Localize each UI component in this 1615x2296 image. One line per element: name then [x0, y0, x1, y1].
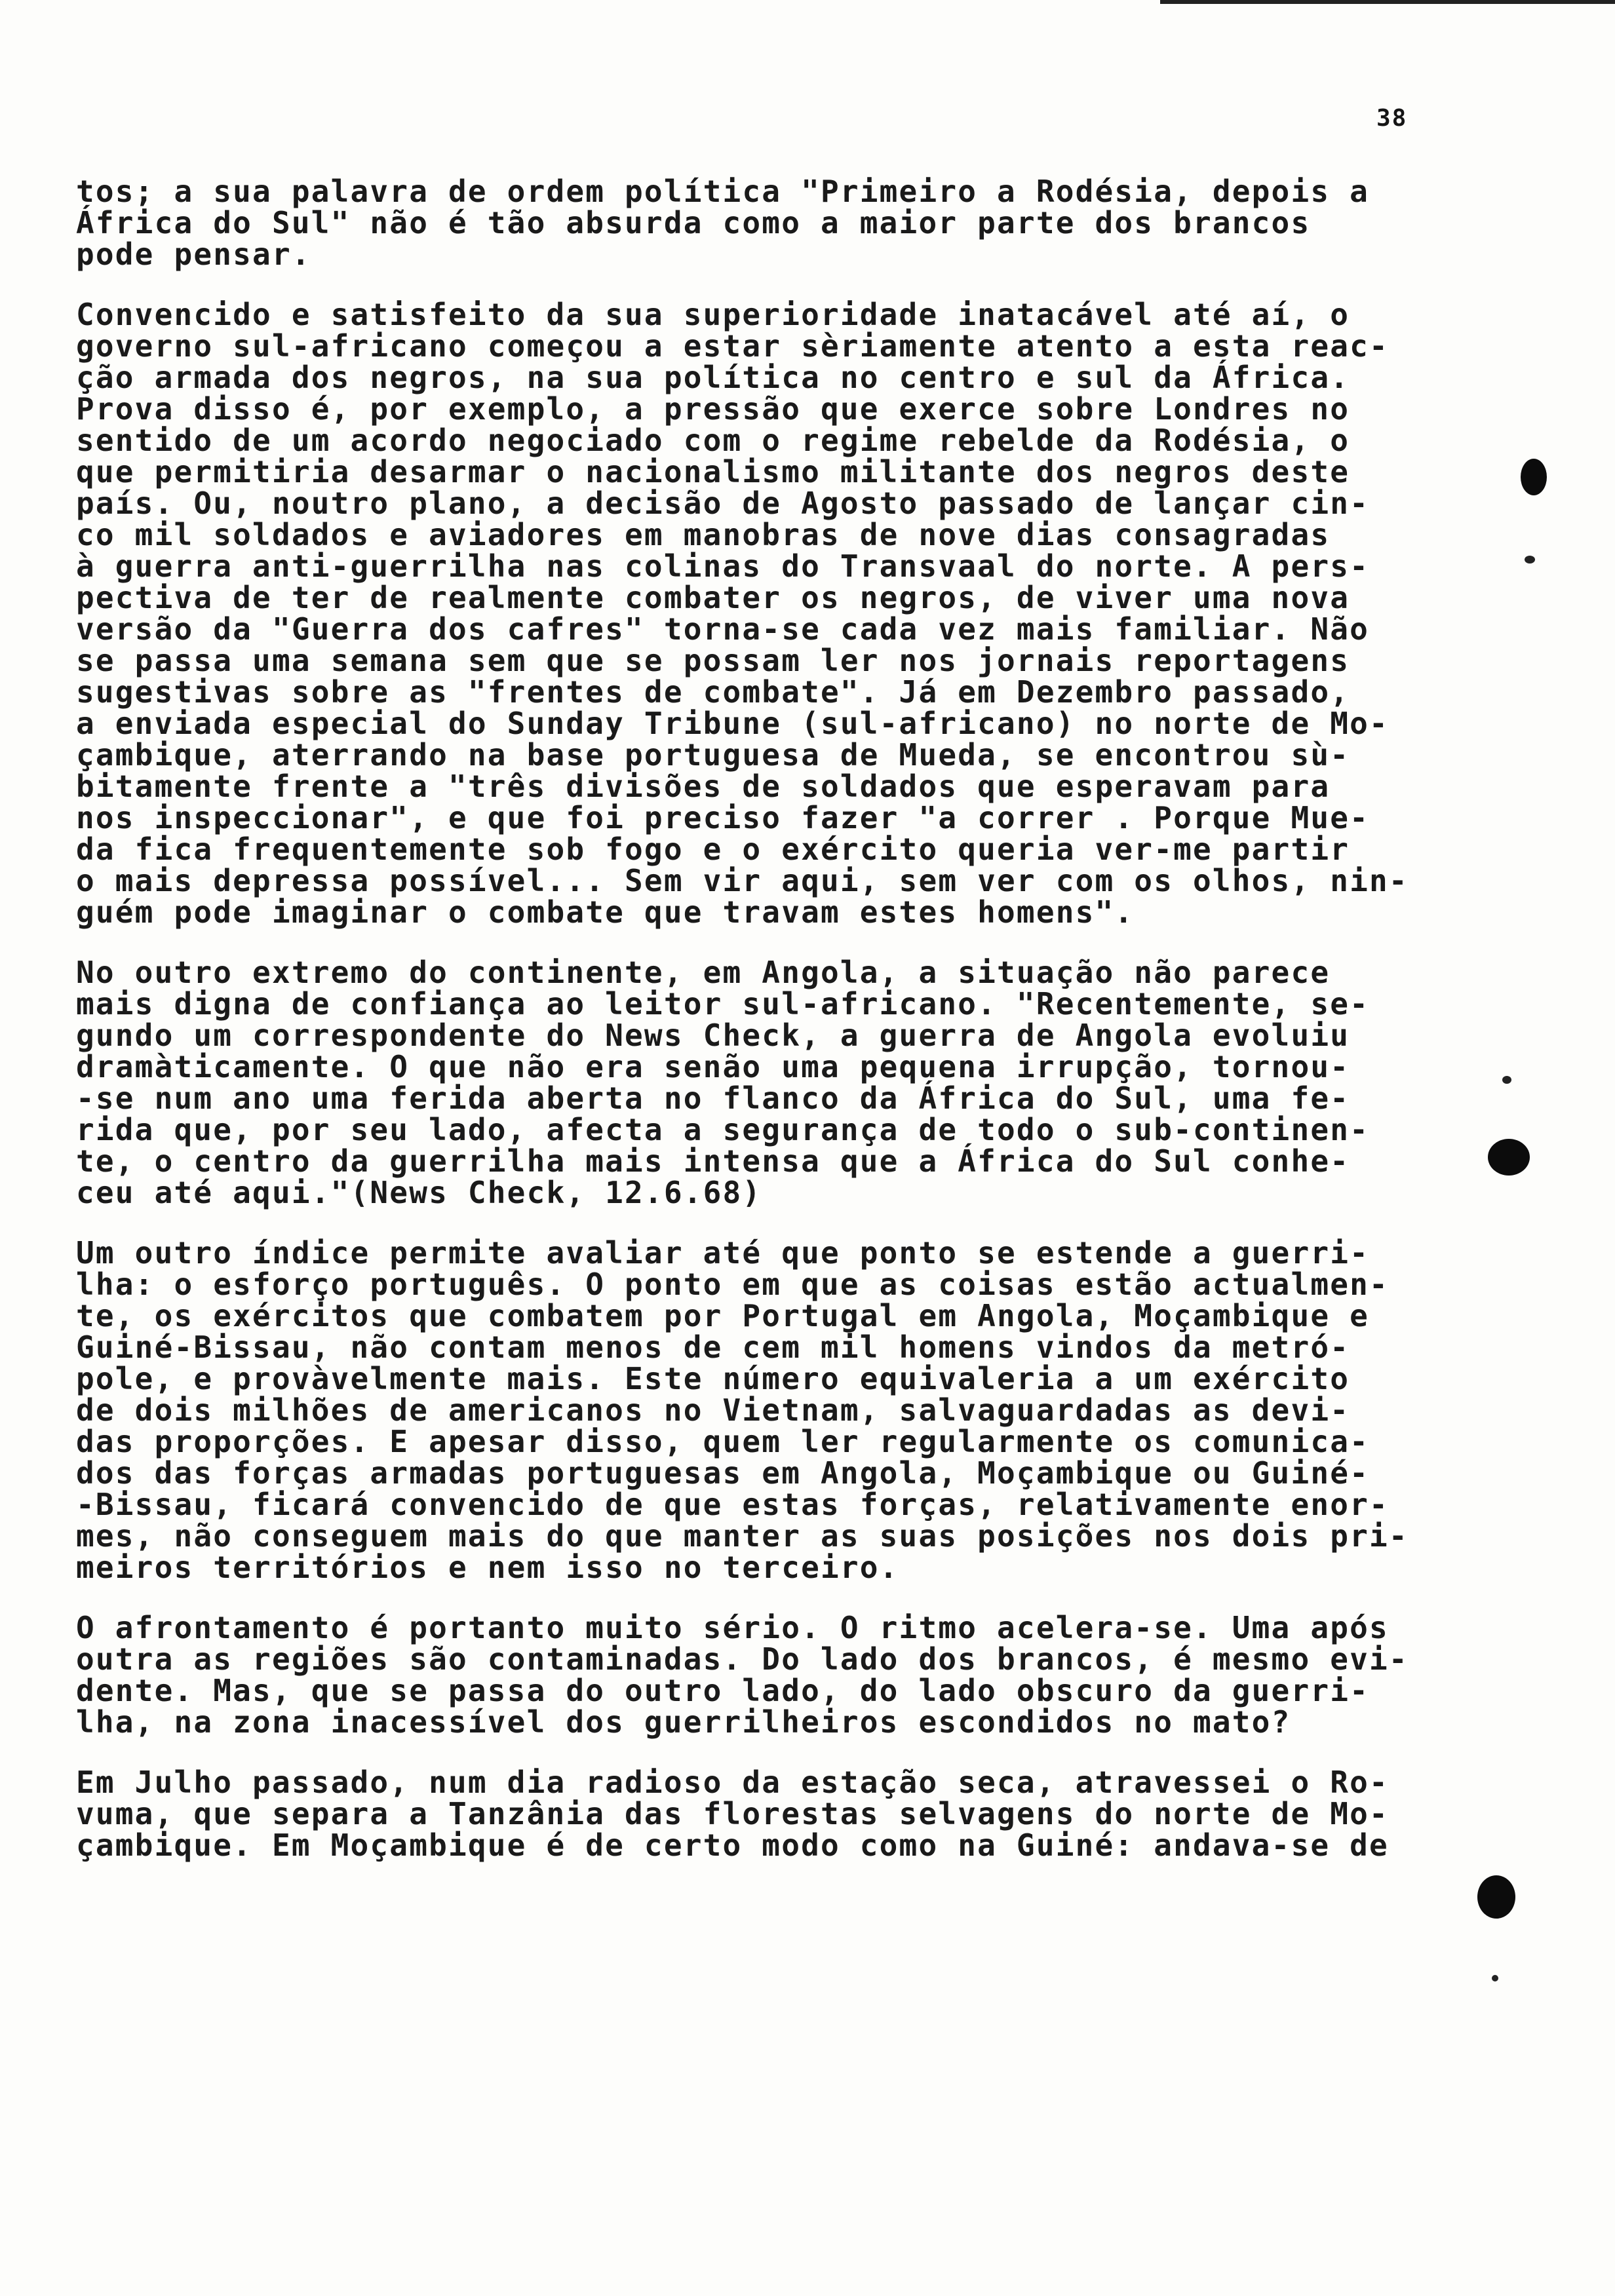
text-line: África do Sul" não é tão absurda como a maior parte dos brancos: [76, 205, 1311, 240]
paragraph-2: [76, 299, 1466, 928]
text-line: pectiva de ter de realmente combater os negros, de viver uma nova: [76, 580, 1350, 615]
text-line: dente. Mas, que se passa do outro lado, do lado obscuro da guerri-: [76, 1673, 1370, 1708]
text-line: Em Julho passado, num dia radioso da estação seca, atravessei o Ro-: [76, 1765, 1389, 1800]
text-line: çambique. Em Moçambique é de certo modo como na Guiné: andava-se de: [76, 1827, 1389, 1863]
text-line: nos inspeccionar", e que foi preciso fazer "a correr . Porque Mue-: [76, 800, 1370, 835]
text-line: versão da "Guerra dos cafres" torna-se cada vez mais familiar. Não: [76, 611, 1370, 647]
text-line: bitamente frente a "três divisões de soldados que esperavam para: [76, 769, 1331, 804]
text-line: Prova disso é, por exemplo, a pressão que exerce sobre Londres no: [76, 391, 1350, 427]
text-line: Um outro índice permite avaliar até que ponto se estende a guerri-: [76, 1235, 1370, 1271]
top-edge-rule: [1160, 0, 1615, 4]
text-line: te, o centro da guerrilha mais intensa que a África do Sul conhe-: [76, 1143, 1350, 1179]
text-line: O afrontamento é portanto muito sério. O ritmo acelera-se. Uma após: [76, 1610, 1389, 1645]
text-line: vuma, que separa a Tanzânia das florestas selvagens do norte de Mo-: [76, 1796, 1389, 1831]
text-line: das proporções. E apesar disso, quem ler regularmente os comunica-: [76, 1424, 1370, 1459]
paragraph-6: [76, 1767, 1466, 1861]
text-line: pole, e provàvelmente mais. Este número equivaleria a um exército: [76, 1361, 1350, 1396]
text-line: que permitiria desarmar o nacionalismo militante dos negros deste: [76, 454, 1350, 489]
text-line: te, os exércitos que combatem por Portugal em Angola, Moçambique e: [76, 1298, 1370, 1333]
text-line: guém pode imaginar o combate que travam estes homens".: [76, 894, 1135, 930]
text-line: da fica frequentemente sob fogo e o exército queria ver-me partir: [76, 832, 1350, 867]
body-text: [76, 176, 1466, 1890]
text-line: a enviada especial do Sunday Tribune (sul-africano) no norte de Mo-: [76, 706, 1389, 741]
text-line: mes, não conseguem mais do que manter as suas posições nos dois pri-: [76, 1518, 1409, 1554]
text-line: outra as regiões são contaminadas. Do lado dos brancos, é mesmo evi-: [76, 1641, 1409, 1677]
text-line: lha, na zona inacessível dos guerrilheiros escondidos no mato?: [76, 1704, 1291, 1740]
ink-speck: [1525, 556, 1535, 564]
text-line: de dois milhões de americanos no Vietnam, salvaguardadas as devi-: [76, 1392, 1350, 1428]
paragraph-5: [76, 1612, 1466, 1738]
text-line: -Bissau, ficará convencido de que estas forças, relativamente enor-: [76, 1487, 1389, 1522]
ink-blot: [1488, 1139, 1530, 1176]
text-line: ceu até aqui."(News Check, 12.6.68): [76, 1175, 762, 1210]
text-line: se passa uma semana sem que se possam ler nos jornais reportagens: [76, 643, 1350, 678]
text-line: çambique, aterrando na base portuguesa de Mueda, se encontrou sù-: [76, 737, 1350, 773]
paragraph-4: [76, 1237, 1466, 1583]
text-line: dramàticamente. O que não era senão uma pequena irrupção, tornou-: [76, 1049, 1350, 1084]
ink-blot: [1521, 459, 1547, 495]
text-line: ção armada dos negros, na sua política no centro e sul da África.: [76, 360, 1350, 395]
ink-blot: [1477, 1875, 1515, 1919]
paragraph-1: [76, 176, 1466, 270]
ink-speck: [1502, 1076, 1511, 1084]
paragraph-3: [76, 957, 1466, 1208]
text-line: Guiné-Bissau, não contam menos de cem mil homens vindos da metró-: [76, 1330, 1350, 1365]
text-line: à guerra anti-guerrilha nas colinas do Transvaal do norte. A pers-: [76, 548, 1370, 584]
text-line: lha: o esforço português. O ponto em que as coisas estão actualmen-: [76, 1267, 1389, 1302]
text-line: No outro extremo do continente, em Angola, a situação não parece: [76, 955, 1331, 990]
text-line: sentido de um acordo negociado com o regime rebelde da Rodésia, o: [76, 423, 1350, 458]
text-line: tos; a sua palavra de ordem política "Primeiro a Rodésia, depois a: [76, 174, 1370, 209]
text-line: rida que, por seu lado, afecta a segurança de todo o sub-continen-: [76, 1112, 1370, 1147]
page-number: 38: [1376, 105, 1408, 132]
text-line: pode pensar.: [76, 237, 311, 272]
text-line: o mais depressa possível... Sem vir aqui, sem ver com os olhos, nin-: [76, 863, 1409, 898]
text-line: gundo um correspondente do News Check, a guerra de Angola evoluiu: [76, 1018, 1350, 1053]
text-line: dos das forças armadas portuguesas em Angola, Moçambique ou Guiné-: [76, 1455, 1370, 1491]
text-line: mais digna de confiança ao leitor sul-africano. "Recentemente, se-: [76, 986, 1370, 1022]
text-line: sugestivas sobre as "frentes de combate". Já em Dezembro passado,: [76, 674, 1350, 710]
text-line: país. Ou, noutro plano, a decisão de Agosto passado de lançar cin-: [76, 486, 1370, 521]
ink-speck: [1492, 1975, 1498, 1981]
text-line: co mil soldados e aviadores em manobras de nove dias consagradas: [76, 517, 1331, 552]
text-line: Convencido e satisfeito da sua superioridade inatacável até aí, o: [76, 297, 1350, 332]
text-line: governo sul-africano começou a estar sèriamente atento a esta reac-: [76, 328, 1389, 364]
text-line: meiros territórios e nem isso no terceiro.: [76, 1550, 899, 1585]
text-line: -se num ano uma ferida aberta no flanco da África do Sul, uma fe-: [76, 1081, 1350, 1116]
